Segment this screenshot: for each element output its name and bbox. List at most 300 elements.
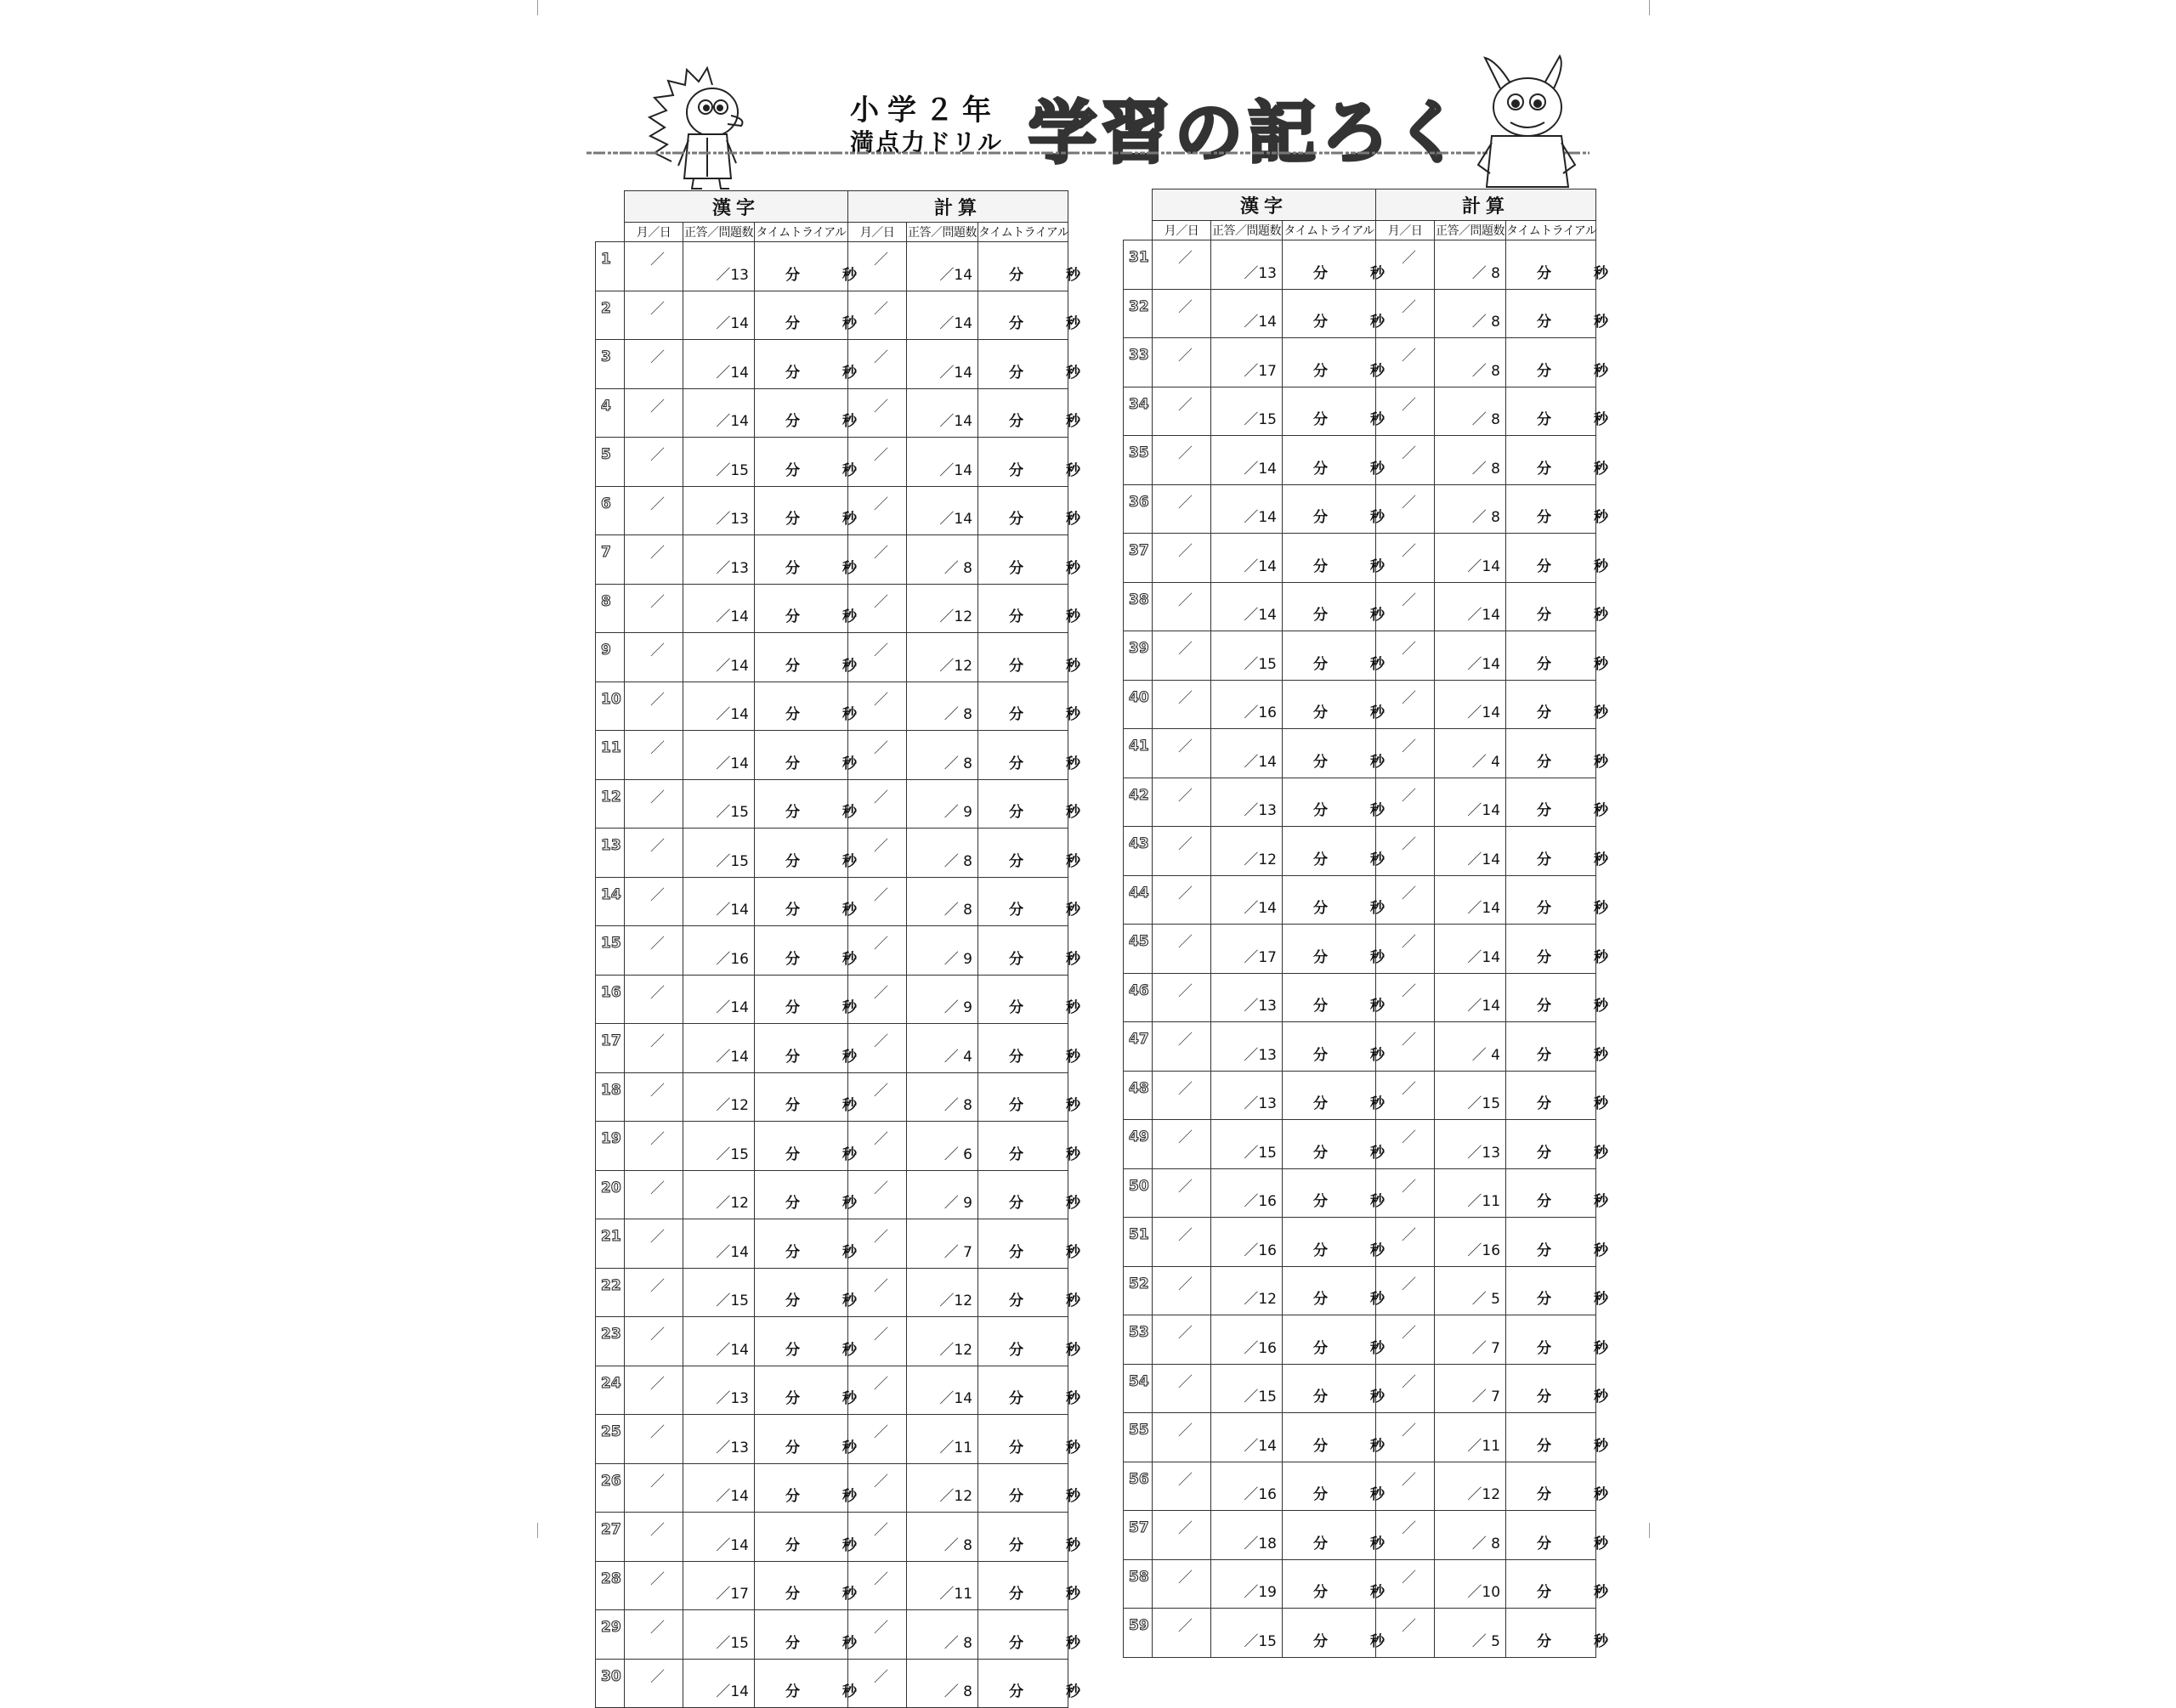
kanji-score-cell[interactable] bbox=[683, 926, 755, 976]
kanji-date-cell[interactable]: ／ bbox=[625, 1122, 683, 1171]
kanji-time-cell[interactable] bbox=[1283, 925, 1385, 974]
keisan-date-cell[interactable]: ／ bbox=[1376, 1120, 1435, 1169]
keisan-time-cell[interactable] bbox=[978, 975, 1081, 1024]
keisan-date-cell[interactable]: ／ bbox=[848, 731, 907, 780]
keisan-date-cell[interactable]: ／ bbox=[848, 535, 907, 585]
kanji-date-cell[interactable]: ／ bbox=[1153, 1315, 1211, 1365]
keisan-score-cell[interactable] bbox=[907, 926, 978, 976]
kanji-time-cell[interactable] bbox=[755, 926, 857, 976]
kanji-time-cell[interactable] bbox=[1283, 338, 1385, 387]
kanji-score-cell[interactable] bbox=[1211, 582, 1283, 631]
keisan-date-cell[interactable]: ／ bbox=[848, 1219, 907, 1269]
keisan-score-cell[interactable] bbox=[907, 584, 978, 633]
kanji-score-cell[interactable] bbox=[1211, 484, 1283, 534]
keisan-date-cell[interactable]: ／ bbox=[848, 584, 907, 633]
kanji-score-cell[interactable] bbox=[683, 1317, 755, 1366]
keisan-time-cell[interactable] bbox=[978, 1610, 1081, 1660]
kanji-date-cell[interactable]: ／ bbox=[625, 535, 683, 585]
keisan-score-cell[interactable] bbox=[907, 535, 978, 585]
keisan-date-cell[interactable]: ／ bbox=[1376, 1168, 1435, 1218]
kanji-date-cell[interactable]: ／ bbox=[1153, 1462, 1211, 1511]
kanji-score-cell[interactable] bbox=[683, 1659, 755, 1708]
keisan-date-cell[interactable]: ／ bbox=[1376, 1364, 1435, 1413]
keisan-time-cell[interactable] bbox=[978, 242, 1081, 291]
keisan-time-cell[interactable] bbox=[1506, 1120, 1609, 1169]
kanji-time-cell[interactable] bbox=[755, 829, 857, 878]
keisan-time-cell[interactable] bbox=[1506, 1022, 1609, 1072]
keisan-score-cell[interactable] bbox=[1435, 1559, 1506, 1609]
kanji-date-cell[interactable]: ／ bbox=[625, 1072, 683, 1122]
keisan-date-cell[interactable]: ／ bbox=[1376, 534, 1435, 583]
keisan-score-cell[interactable] bbox=[907, 1072, 978, 1122]
keisan-score-cell[interactable] bbox=[1435, 289, 1506, 338]
kanji-score-cell[interactable] bbox=[683, 1268, 755, 1317]
keisan-time-cell[interactable] bbox=[1506, 827, 1609, 876]
kanji-time-cell[interactable] bbox=[755, 340, 857, 389]
keisan-score-cell[interactable] bbox=[1435, 1609, 1506, 1658]
keisan-time-cell[interactable] bbox=[1506, 1559, 1609, 1609]
kanji-score-cell[interactable] bbox=[1211, 534, 1283, 583]
keisan-score-cell[interactable] bbox=[1435, 1168, 1506, 1218]
kanji-time-cell[interactable] bbox=[755, 633, 857, 682]
kanji-date-cell[interactable]: ／ bbox=[1153, 973, 1211, 1022]
kanji-time-cell[interactable] bbox=[755, 779, 857, 829]
keisan-date-cell[interactable]: ／ bbox=[848, 1317, 907, 1366]
kanji-score-cell[interactable] bbox=[683, 731, 755, 780]
keisan-date-cell[interactable]: ／ bbox=[848, 1170, 907, 1219]
kanji-score-cell[interactable] bbox=[1211, 1266, 1283, 1315]
kanji-time-cell[interactable] bbox=[755, 1659, 857, 1708]
keisan-score-cell[interactable] bbox=[1435, 436, 1506, 485]
keisan-time-cell[interactable] bbox=[978, 731, 1081, 780]
keisan-time-cell[interactable] bbox=[978, 535, 1081, 585]
keisan-score-cell[interactable] bbox=[907, 438, 978, 487]
keisan-time-cell[interactable] bbox=[1506, 680, 1609, 729]
kanji-score-cell[interactable] bbox=[1211, 1609, 1283, 1658]
keisan-score-cell[interactable] bbox=[1435, 338, 1506, 387]
kanji-score-cell[interactable] bbox=[1211, 631, 1283, 681]
kanji-score-cell[interactable] bbox=[683, 535, 755, 585]
keisan-time-cell[interactable] bbox=[978, 829, 1081, 878]
kanji-time-cell[interactable] bbox=[1283, 534, 1385, 583]
kanji-time-cell[interactable] bbox=[755, 1561, 857, 1610]
keisan-date-cell[interactable]: ／ bbox=[848, 1463, 907, 1513]
keisan-score-cell[interactable] bbox=[907, 1513, 978, 1562]
kanji-time-cell[interactable] bbox=[1283, 729, 1385, 778]
kanji-date-cell[interactable]: ／ bbox=[625, 926, 683, 976]
keisan-time-cell[interactable] bbox=[1506, 1315, 1609, 1365]
keisan-score-cell[interactable] bbox=[1435, 240, 1506, 290]
kanji-time-cell[interactable] bbox=[1283, 1364, 1385, 1413]
keisan-score-cell[interactable] bbox=[907, 1659, 978, 1708]
kanji-time-cell[interactable] bbox=[1283, 387, 1385, 436]
kanji-date-cell[interactable]: ／ bbox=[625, 438, 683, 487]
kanji-score-cell[interactable] bbox=[1211, 1168, 1283, 1218]
keisan-time-cell[interactable] bbox=[1506, 1413, 1609, 1462]
keisan-date-cell[interactable]: ／ bbox=[1376, 338, 1435, 387]
kanji-time-cell[interactable] bbox=[755, 1317, 857, 1366]
keisan-score-cell[interactable] bbox=[1435, 1120, 1506, 1169]
keisan-date-cell[interactable]: ／ bbox=[848, 975, 907, 1024]
keisan-date-cell[interactable]: ／ bbox=[1376, 729, 1435, 778]
kanji-score-cell[interactable] bbox=[683, 1122, 755, 1171]
keisan-date-cell[interactable]: ／ bbox=[848, 438, 907, 487]
keisan-score-cell[interactable] bbox=[907, 340, 978, 389]
kanji-time-cell[interactable] bbox=[755, 1610, 857, 1660]
kanji-score-cell[interactable] bbox=[1211, 1315, 1283, 1365]
keisan-time-cell[interactable] bbox=[1506, 1168, 1609, 1218]
kanji-date-cell[interactable]: ／ bbox=[1153, 729, 1211, 778]
kanji-date-cell[interactable]: ／ bbox=[625, 486, 683, 535]
keisan-date-cell[interactable]: ／ bbox=[1376, 1413, 1435, 1462]
keisan-date-cell[interactable]: ／ bbox=[1376, 680, 1435, 729]
keisan-score-cell[interactable] bbox=[1435, 1315, 1506, 1365]
kanji-date-cell[interactable]: ／ bbox=[1153, 289, 1211, 338]
keisan-time-cell[interactable] bbox=[978, 877, 1081, 926]
keisan-date-cell[interactable]: ／ bbox=[848, 1659, 907, 1708]
keisan-date-cell[interactable]: ／ bbox=[1376, 1462, 1435, 1511]
kanji-date-cell[interactable]: ／ bbox=[1153, 484, 1211, 534]
kanji-score-cell[interactable] bbox=[683, 1366, 755, 1415]
keisan-time-cell[interactable] bbox=[978, 438, 1081, 487]
keisan-date-cell[interactable]: ／ bbox=[1376, 1315, 1435, 1365]
kanji-date-cell[interactable]: ／ bbox=[625, 1317, 683, 1366]
kanji-time-cell[interactable] bbox=[755, 242, 857, 291]
keisan-score-cell[interactable] bbox=[1435, 1266, 1506, 1315]
keisan-score-cell[interactable] bbox=[1435, 1511, 1506, 1560]
kanji-date-cell[interactable]: ／ bbox=[1153, 1168, 1211, 1218]
keisan-time-cell[interactable] bbox=[978, 1122, 1081, 1171]
kanji-time-cell[interactable] bbox=[1283, 1462, 1385, 1511]
kanji-time-cell[interactable] bbox=[1283, 289, 1385, 338]
keisan-time-cell[interactable] bbox=[978, 926, 1081, 976]
keisan-time-cell[interactable] bbox=[978, 1024, 1081, 1073]
kanji-score-cell[interactable] bbox=[1211, 1511, 1283, 1560]
kanji-score-cell[interactable] bbox=[683, 633, 755, 682]
kanji-date-cell[interactable]: ／ bbox=[1153, 1266, 1211, 1315]
kanji-date-cell[interactable]: ／ bbox=[625, 1170, 683, 1219]
kanji-date-cell[interactable]: ／ bbox=[1153, 778, 1211, 827]
keisan-time-cell[interactable] bbox=[1506, 973, 1609, 1022]
kanji-date-cell[interactable]: ／ bbox=[625, 633, 683, 682]
keisan-date-cell[interactable]: ／ bbox=[1376, 1559, 1435, 1609]
keisan-date-cell[interactable]: ／ bbox=[1376, 387, 1435, 436]
keisan-date-cell[interactable]: ／ bbox=[848, 1072, 907, 1122]
kanji-date-cell[interactable]: ／ bbox=[625, 877, 683, 926]
keisan-time-cell[interactable] bbox=[1506, 1511, 1609, 1560]
kanji-date-cell[interactable]: ／ bbox=[1153, 1071, 1211, 1120]
keisan-score-cell[interactable] bbox=[1435, 534, 1506, 583]
keisan-time-cell[interactable] bbox=[978, 1561, 1081, 1610]
kanji-score-cell[interactable] bbox=[1211, 1071, 1283, 1120]
kanji-score-cell[interactable] bbox=[683, 877, 755, 926]
keisan-date-cell[interactable]: ／ bbox=[848, 1366, 907, 1415]
kanji-date-cell[interactable]: ／ bbox=[1153, 1559, 1211, 1609]
kanji-time-cell[interactable] bbox=[1283, 1071, 1385, 1120]
kanji-time-cell[interactable] bbox=[755, 1366, 857, 1415]
keisan-score-cell[interactable] bbox=[907, 388, 978, 438]
keisan-score-cell[interactable] bbox=[907, 1561, 978, 1610]
kanji-score-cell[interactable] bbox=[1211, 1364, 1283, 1413]
kanji-date-cell[interactable]: ／ bbox=[625, 584, 683, 633]
keisan-time-cell[interactable] bbox=[1506, 729, 1609, 778]
kanji-time-cell[interactable] bbox=[755, 1513, 857, 1562]
keisan-date-cell[interactable]: ／ bbox=[1376, 1071, 1435, 1120]
kanji-score-cell[interactable] bbox=[683, 242, 755, 291]
kanji-score-cell[interactable] bbox=[1211, 729, 1283, 778]
keisan-score-cell[interactable] bbox=[907, 291, 978, 340]
kanji-date-cell[interactable]: ／ bbox=[625, 291, 683, 340]
kanji-score-cell[interactable] bbox=[1211, 1559, 1283, 1609]
kanji-date-cell[interactable]: ／ bbox=[1153, 240, 1211, 290]
kanji-score-cell[interactable] bbox=[1211, 436, 1283, 485]
kanji-date-cell[interactable]: ／ bbox=[1153, 925, 1211, 974]
keisan-time-cell[interactable] bbox=[1506, 1071, 1609, 1120]
keisan-score-cell[interactable] bbox=[1435, 484, 1506, 534]
keisan-time-cell[interactable] bbox=[1506, 778, 1609, 827]
kanji-time-cell[interactable] bbox=[755, 682, 857, 731]
keisan-time-cell[interactable] bbox=[978, 388, 1081, 438]
kanji-score-cell[interactable] bbox=[1211, 1218, 1283, 1267]
keisan-score-cell[interactable] bbox=[1435, 680, 1506, 729]
keisan-date-cell[interactable]: ／ bbox=[848, 779, 907, 829]
keisan-date-cell[interactable]: ／ bbox=[1376, 582, 1435, 631]
keisan-date-cell[interactable]: ／ bbox=[1376, 925, 1435, 974]
keisan-time-cell[interactable] bbox=[1506, 875, 1609, 925]
keisan-time-cell[interactable] bbox=[1506, 240, 1609, 290]
keisan-date-cell[interactable]: ／ bbox=[848, 388, 907, 438]
kanji-score-cell[interactable] bbox=[683, 340, 755, 389]
keisan-date-cell[interactable]: ／ bbox=[848, 926, 907, 976]
kanji-time-cell[interactable] bbox=[1283, 1266, 1385, 1315]
kanji-time-cell[interactable] bbox=[1283, 1120, 1385, 1169]
keisan-time-cell[interactable] bbox=[978, 1317, 1081, 1366]
keisan-date-cell[interactable]: ／ bbox=[848, 340, 907, 389]
keisan-score-cell[interactable] bbox=[907, 1415, 978, 1464]
kanji-date-cell[interactable]: ／ bbox=[1153, 1609, 1211, 1658]
keisan-date-cell[interactable]: ／ bbox=[848, 1415, 907, 1464]
kanji-time-cell[interactable] bbox=[1283, 1609, 1385, 1658]
kanji-time-cell[interactable] bbox=[1283, 484, 1385, 534]
kanji-score-cell[interactable] bbox=[1211, 778, 1283, 827]
kanji-time-cell[interactable] bbox=[1283, 827, 1385, 876]
keisan-time-cell[interactable] bbox=[978, 1366, 1081, 1415]
kanji-time-cell[interactable] bbox=[1283, 631, 1385, 681]
keisan-score-cell[interactable] bbox=[907, 486, 978, 535]
kanji-time-cell[interactable] bbox=[755, 975, 857, 1024]
kanji-score-cell[interactable] bbox=[1211, 240, 1283, 290]
kanji-time-cell[interactable] bbox=[755, 438, 857, 487]
keisan-time-cell[interactable] bbox=[1506, 1462, 1609, 1511]
keisan-time-cell[interactable] bbox=[978, 779, 1081, 829]
kanji-time-cell[interactable] bbox=[755, 1219, 857, 1269]
keisan-score-cell[interactable] bbox=[907, 633, 978, 682]
kanji-date-cell[interactable]: ／ bbox=[625, 1219, 683, 1269]
kanji-date-cell[interactable]: ／ bbox=[625, 242, 683, 291]
keisan-time-cell[interactable] bbox=[1506, 484, 1609, 534]
kanji-time-cell[interactable] bbox=[1283, 778, 1385, 827]
kanji-date-cell[interactable]: ／ bbox=[625, 1659, 683, 1708]
keisan-date-cell[interactable]: ／ bbox=[848, 1122, 907, 1171]
keisan-date-cell[interactable]: ／ bbox=[1376, 973, 1435, 1022]
keisan-score-cell[interactable] bbox=[1435, 631, 1506, 681]
keisan-time-cell[interactable] bbox=[978, 1268, 1081, 1317]
kanji-time-cell[interactable] bbox=[1283, 680, 1385, 729]
keisan-score-cell[interactable] bbox=[1435, 1413, 1506, 1462]
kanji-time-cell[interactable] bbox=[1283, 1413, 1385, 1462]
kanji-time-cell[interactable] bbox=[755, 1072, 857, 1122]
keisan-score-cell[interactable] bbox=[907, 1463, 978, 1513]
keisan-date-cell[interactable]: ／ bbox=[1376, 1022, 1435, 1072]
kanji-date-cell[interactable]: ／ bbox=[1153, 387, 1211, 436]
kanji-time-cell[interactable] bbox=[755, 1170, 857, 1219]
kanji-time-cell[interactable] bbox=[755, 877, 857, 926]
kanji-time-cell[interactable] bbox=[755, 1415, 857, 1464]
keisan-time-cell[interactable] bbox=[978, 1072, 1081, 1122]
keisan-score-cell[interactable] bbox=[907, 1268, 978, 1317]
keisan-date-cell[interactable]: ／ bbox=[848, 829, 907, 878]
kanji-score-cell[interactable] bbox=[1211, 338, 1283, 387]
kanji-date-cell[interactable]: ／ bbox=[625, 1610, 683, 1660]
keisan-score-cell[interactable] bbox=[1435, 925, 1506, 974]
kanji-score-cell[interactable] bbox=[1211, 827, 1283, 876]
keisan-time-cell[interactable] bbox=[1506, 338, 1609, 387]
kanji-score-cell[interactable] bbox=[1211, 925, 1283, 974]
keisan-score-cell[interactable] bbox=[1435, 387, 1506, 436]
kanji-time-cell[interactable] bbox=[1283, 1022, 1385, 1072]
kanji-date-cell[interactable]: ／ bbox=[1153, 436, 1211, 485]
kanji-score-cell[interactable] bbox=[683, 1513, 755, 1562]
kanji-time-cell[interactable] bbox=[755, 731, 857, 780]
kanji-date-cell[interactable]: ／ bbox=[1153, 1413, 1211, 1462]
kanji-time-cell[interactable] bbox=[755, 1024, 857, 1073]
keisan-score-cell[interactable] bbox=[1435, 827, 1506, 876]
keisan-date-cell[interactable]: ／ bbox=[1376, 1609, 1435, 1658]
kanji-time-cell[interactable] bbox=[1283, 1218, 1385, 1267]
keisan-score-cell[interactable] bbox=[907, 1122, 978, 1171]
keisan-date-cell[interactable]: ／ bbox=[1376, 1511, 1435, 1560]
keisan-score-cell[interactable] bbox=[1435, 1071, 1506, 1120]
kanji-date-cell[interactable]: ／ bbox=[625, 731, 683, 780]
keisan-score-cell[interactable] bbox=[907, 779, 978, 829]
keisan-date-cell[interactable]: ／ bbox=[848, 486, 907, 535]
keisan-score-cell[interactable] bbox=[907, 1219, 978, 1269]
keisan-score-cell[interactable] bbox=[907, 1024, 978, 1073]
kanji-score-cell[interactable] bbox=[683, 1610, 755, 1660]
kanji-date-cell[interactable]: ／ bbox=[1153, 875, 1211, 925]
kanji-date-cell[interactable]: ／ bbox=[1153, 1511, 1211, 1560]
kanji-score-cell[interactable] bbox=[683, 779, 755, 829]
keisan-score-cell[interactable] bbox=[907, 1366, 978, 1415]
kanji-date-cell[interactable]: ／ bbox=[1153, 631, 1211, 681]
keisan-time-cell[interactable] bbox=[978, 1219, 1081, 1269]
kanji-date-cell[interactable]: ／ bbox=[625, 829, 683, 878]
keisan-time-cell[interactable] bbox=[1506, 436, 1609, 485]
kanji-time-cell[interactable] bbox=[1283, 1168, 1385, 1218]
keisan-date-cell[interactable]: ／ bbox=[848, 682, 907, 731]
kanji-score-cell[interactable] bbox=[1211, 1120, 1283, 1169]
kanji-time-cell[interactable] bbox=[755, 1268, 857, 1317]
kanji-score-cell[interactable] bbox=[1211, 387, 1283, 436]
keisan-score-cell[interactable] bbox=[907, 877, 978, 926]
kanji-score-cell[interactable] bbox=[683, 1219, 755, 1269]
keisan-score-cell[interactable] bbox=[1435, 1364, 1506, 1413]
kanji-time-cell[interactable] bbox=[1283, 973, 1385, 1022]
kanji-date-cell[interactable]: ／ bbox=[625, 682, 683, 731]
kanji-score-cell[interactable] bbox=[683, 1170, 755, 1219]
kanji-date-cell[interactable]: ／ bbox=[1153, 1364, 1211, 1413]
kanji-score-cell[interactable] bbox=[683, 1072, 755, 1122]
kanji-date-cell[interactable]: ／ bbox=[1153, 680, 1211, 729]
keisan-date-cell[interactable]: ／ bbox=[1376, 875, 1435, 925]
kanji-date-cell[interactable]: ／ bbox=[1153, 1022, 1211, 1072]
kanji-date-cell[interactable]: ／ bbox=[625, 1463, 683, 1513]
keisan-time-cell[interactable] bbox=[1506, 1266, 1609, 1315]
keisan-date-cell[interactable]: ／ bbox=[848, 1513, 907, 1562]
kanji-score-cell[interactable] bbox=[683, 486, 755, 535]
kanji-date-cell[interactable]: ／ bbox=[1153, 1218, 1211, 1267]
keisan-time-cell[interactable] bbox=[978, 1513, 1081, 1562]
kanji-score-cell[interactable] bbox=[683, 438, 755, 487]
kanji-date-cell[interactable]: ／ bbox=[625, 1268, 683, 1317]
kanji-score-cell[interactable] bbox=[1211, 1413, 1283, 1462]
keisan-date-cell[interactable]: ／ bbox=[848, 633, 907, 682]
kanji-date-cell[interactable]: ／ bbox=[625, 1561, 683, 1610]
kanji-time-cell[interactable] bbox=[1283, 1559, 1385, 1609]
kanji-date-cell[interactable]: ／ bbox=[625, 340, 683, 389]
kanji-score-cell[interactable] bbox=[683, 1024, 755, 1073]
keisan-time-cell[interactable] bbox=[1506, 925, 1609, 974]
keisan-date-cell[interactable]: ／ bbox=[848, 291, 907, 340]
keisan-date-cell[interactable]: ／ bbox=[848, 877, 907, 926]
kanji-score-cell[interactable] bbox=[1211, 973, 1283, 1022]
kanji-date-cell[interactable]: ／ bbox=[625, 779, 683, 829]
kanji-time-cell[interactable] bbox=[755, 535, 857, 585]
keisan-date-cell[interactable]: ／ bbox=[848, 1561, 907, 1610]
kanji-score-cell[interactable] bbox=[683, 291, 755, 340]
kanji-date-cell[interactable]: ／ bbox=[1153, 338, 1211, 387]
keisan-time-cell[interactable] bbox=[978, 633, 1081, 682]
keisan-score-cell[interactable] bbox=[1435, 1462, 1506, 1511]
keisan-time-cell[interactable] bbox=[978, 1659, 1081, 1708]
keisan-time-cell[interactable] bbox=[1506, 289, 1609, 338]
keisan-score-cell[interactable] bbox=[1435, 875, 1506, 925]
kanji-score-cell[interactable] bbox=[683, 584, 755, 633]
keisan-score-cell[interactable] bbox=[1435, 582, 1506, 631]
keisan-time-cell[interactable] bbox=[1506, 582, 1609, 631]
keisan-score-cell[interactable] bbox=[907, 1317, 978, 1366]
keisan-time-cell[interactable] bbox=[978, 584, 1081, 633]
keisan-score-cell[interactable] bbox=[1435, 729, 1506, 778]
kanji-score-cell[interactable] bbox=[1211, 875, 1283, 925]
keisan-score-cell[interactable] bbox=[907, 975, 978, 1024]
keisan-score-cell[interactable] bbox=[907, 242, 978, 291]
keisan-time-cell[interactable] bbox=[978, 1170, 1081, 1219]
kanji-time-cell[interactable] bbox=[755, 486, 857, 535]
kanji-date-cell[interactable]: ／ bbox=[625, 388, 683, 438]
kanji-score-cell[interactable] bbox=[683, 975, 755, 1024]
keisan-time-cell[interactable] bbox=[1506, 387, 1609, 436]
keisan-date-cell[interactable]: ／ bbox=[1376, 1266, 1435, 1315]
keisan-date-cell[interactable]: ／ bbox=[848, 242, 907, 291]
kanji-date-cell[interactable]: ／ bbox=[1153, 534, 1211, 583]
kanji-score-cell[interactable] bbox=[1211, 1462, 1283, 1511]
keisan-date-cell[interactable]: ／ bbox=[1376, 631, 1435, 681]
kanji-time-cell[interactable] bbox=[1283, 436, 1385, 485]
keisan-score-cell[interactable] bbox=[907, 1610, 978, 1660]
keisan-score-cell[interactable] bbox=[1435, 973, 1506, 1022]
kanji-time-cell[interactable] bbox=[755, 1463, 857, 1513]
